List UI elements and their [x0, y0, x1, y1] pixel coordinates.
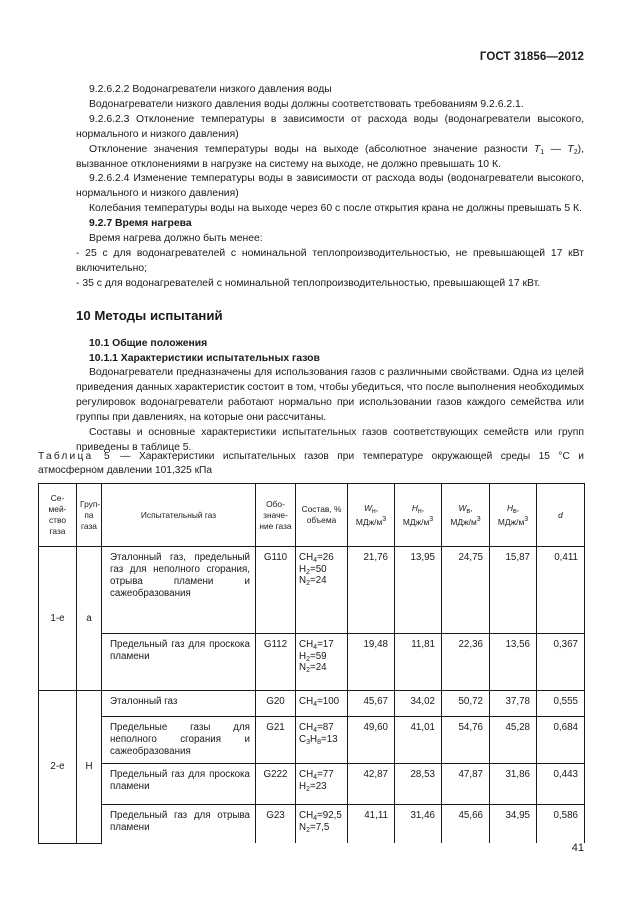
hs-cell: 45,28 — [490, 717, 537, 764]
d-cell: 0,411 — [537, 547, 585, 634]
paragraph: Водонагреватели предназначены для использования газов с различными свойствами. Одна из целей приведения данных характеристик состоит в том, чтобы убедиться, что после выполнения необходимых регулировок водонагреватели работают нормально при использовании газов каждого семейства или группы при давлениях, на которые они рассчитаны. — [76, 367, 584, 424]
subsection-heading: 10.1.1 Характеристики испытательных газов — [89, 352, 320, 364]
wi-cell: 21,76 — [348, 547, 395, 634]
paragraph: Колебания температуры воды на выходе через 60 с после открытия крана не должны превышать 5 К. — [89, 203, 582, 215]
hi-cell: 41,01 — [395, 717, 442, 764]
hi-cell: 34,02 — [395, 691, 442, 717]
composition-cell: $CH_4=77$ $H_2=23$ — [296, 764, 348, 805]
table-row — [39, 717, 585, 764]
gas-code-cell: G112 — [256, 634, 296, 691]
table-caption: Таблица 5 — Характеристики испытательных газов при температуре окружающей среды 15 °С и атмосферном давлении 101,325 кПа — [38, 451, 584, 476]
hi-cell: 11,81 — [395, 634, 442, 691]
paragraph: Отклонение значения температуры воды на выходе (абсолютное значение разности $T_1$ — $T_2$), вызванное отклонениями в нагрузке на систему на выходе, не должно превышать 10 К. — [76, 143, 584, 170]
d-cell: 0,367 — [537, 634, 585, 691]
col-header-hs: $H_в$, МДж/$м^3$ — [490, 484, 537, 547]
gas-name-cell: Эталонный газ, предельный газ для неполного сгорания, отрыва пламени и сажеобразования — [102, 547, 256, 634]
gas-code-cell: G21 — [256, 717, 296, 764]
wi-cell: 42,87 — [348, 764, 395, 805]
wi-cell: 19,48 — [348, 634, 395, 691]
gas-table-wrapper — [38, 483, 584, 844]
col-header-composition: Состав, % объема — [296, 484, 348, 547]
ws-cell: 47,87 — [442, 764, 490, 805]
col-header-d: d — [537, 484, 585, 547]
wi-cell: 41,11 — [348, 805, 395, 844]
composition-cell: $CH_4=87$ $C_3H_8=13$ — [296, 717, 348, 764]
table-row — [39, 764, 585, 805]
d-cell: 0,443 — [537, 764, 585, 805]
hs-cell: 31,86 — [490, 764, 537, 805]
gas-characteristics-table — [38, 483, 585, 844]
ws-cell: 54,76 — [442, 717, 490, 764]
list-item: - 25 с для водонагревателей с номинальной теплопроизводительностью, не превышающей 17 кВт включительно; — [76, 247, 584, 274]
subsection-heading: 9.2.7 Время нагрева — [89, 218, 192, 230]
ws-cell: 22,36 — [442, 634, 490, 691]
paragraph: Время нагрева должно быть менее: — [89, 233, 263, 245]
page-number: 41 — [571, 842, 584, 854]
col-header-group: Груп-па газа — [77, 484, 102, 547]
paragraph: 9.2.6.2.2 Водонагреватели низкого давления воды — [89, 84, 332, 95]
hi-cell: 31,46 — [395, 805, 442, 844]
gas-name-cell: Предельный газ для проскока пламени — [102, 634, 256, 691]
d-cell: 0,555 — [537, 691, 585, 717]
document-header: ГОСТ 31856—2012 — [479, 51, 584, 63]
gas-name-cell: Предельный газ для отрыва пламени — [102, 805, 256, 844]
paragraph: Водонагреватели низкого давления воды должны соответствовать требованиям 9.2.6.2.1. — [89, 98, 524, 110]
hs-cell: 37,78 — [490, 691, 537, 717]
ws-cell: 45,66 — [442, 805, 490, 844]
paragraph: Составы и основные характеристики испытательных газов соответствующих семейств или групп приведены в таблице 5. — [76, 427, 584, 453]
hi-cell: 28,53 — [395, 764, 442, 805]
wi-cell: 49,60 — [348, 717, 395, 764]
ws-cell: 50,72 — [442, 691, 490, 717]
ws-cell: 24,75 — [442, 547, 490, 634]
body-text — [76, 83, 584, 456]
composition-cell: $CH_4=17$ $H_2=59$ $N_2=24$ — [296, 634, 348, 691]
gas-name-cell: Эталонный газ — [102, 691, 256, 717]
gas-code-cell: G110 — [256, 547, 296, 634]
paragraph: 9.2.6.2.3 Отклонение температуры в зависимости от расхода воды (водонагреватели высокого, нормального и низкого давления) — [76, 113, 584, 140]
col-header-hi: $H_н$, МДж/$м^3$ — [395, 484, 442, 547]
col-header-gas: Испытательный газ — [102, 484, 256, 547]
table-row — [39, 805, 585, 844]
hs-cell: 34,95 — [490, 805, 537, 844]
family-cell: 2-е — [39, 691, 77, 844]
composition-cell: $CH_4=92,5$ $N_2=7,5$ — [296, 805, 348, 844]
d-cell: 0,586 — [537, 805, 585, 844]
composition-cell: $CH_4=100$ — [296, 691, 348, 717]
family-cell: 1-е — [39, 547, 77, 691]
composition-cell: $CH_4=26$ $H_2=50$ $N_2=24$ — [296, 547, 348, 634]
hs-cell: 15,87 — [490, 547, 537, 634]
col-header-ws: $W_в$, МДж/$м^3$ — [442, 484, 490, 547]
d-cell: 0,684 — [537, 717, 585, 764]
group-cell: а — [77, 547, 102, 691]
group-cell: Н — [77, 691, 102, 844]
paragraph: 9.2.6.2.4 Изменение температуры воды в зависимости от расхода воды (водонагреватели высокого, нормального и низкого давления) — [76, 173, 584, 200]
col-header-code: Обо-значе-ние газа — [256, 484, 296, 547]
hs-cell: 13,56 — [490, 634, 537, 691]
table-header-row — [39, 484, 585, 547]
col-header-family: Се-мей-ство газа — [39, 484, 77, 547]
table-row — [39, 547, 585, 634]
gas-code-cell: G20 — [256, 691, 296, 717]
gas-code-cell: G222 — [256, 764, 296, 805]
gas-code-cell: G23 — [256, 805, 296, 844]
gas-name-cell: Предельный газ для проскока пламени — [102, 764, 256, 805]
table-row — [39, 634, 585, 691]
section-heading: 10 Методы испытаний — [76, 307, 223, 323]
col-header-wi: $W_н$, МДж/$м^3$ — [348, 484, 395, 547]
gas-name-cell: Предельные газы для неполного сгорания и сажеобразования — [102, 717, 256, 764]
table-row — [39, 691, 585, 717]
subsection-heading: 10.1 Общие положения — [89, 337, 208, 349]
hi-cell: 13,95 — [395, 547, 442, 634]
wi-cell: 45,67 — [348, 691, 395, 717]
list-item: - 35 с для водонагревателей с номинальной теплопроизводительностью, превышающей 17 кВт. — [76, 277, 541, 289]
